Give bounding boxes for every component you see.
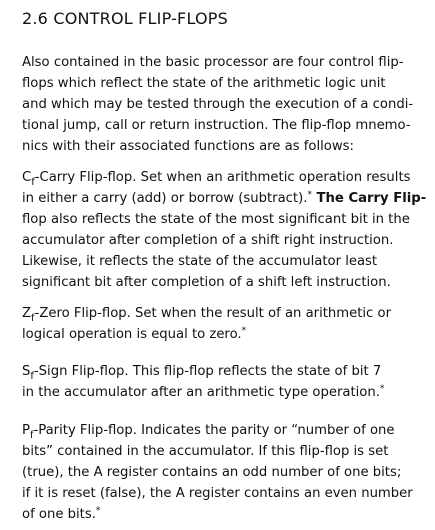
carry-line: significant bit after completion of a shift left instruction.	[22, 275, 391, 290]
carry-line	[22, 188, 426, 209]
section-heading: 2.6 CONTROL FLIP-FLOPS	[22, 9, 229, 28]
parity-line	[22, 420, 426, 441]
carry-symbol: C	[22, 170, 32, 185]
carry-line: accumulator after completion of a shift right instruction.	[22, 233, 394, 248]
parity-line: bits” contained in the accumulator. If this flip-flop is set	[22, 444, 389, 459]
parity-flipflop-paragraph	[22, 420, 426, 525]
sign-description: -Sign Flip-flop. This flip-flop reflects the state of bit 7	[33, 364, 382, 379]
parity-description: -Parity Flip-flop. Indicates the parity or “number of one	[33, 423, 395, 438]
sign-line	[22, 382, 426, 403]
footnote-asterisk: *	[241, 326, 247, 336]
intro-line: flops which reflect the state of the arithmetic logic unit	[22, 76, 386, 91]
zero-text: logical operation is equal to zero.	[22, 327, 242, 342]
parity-subscript: f	[29, 430, 34, 441]
carry-line: flop also reflects the state of the most significant bit in the	[22, 212, 410, 227]
sign-text: in the accumulator after an arithmetic type operation.	[22, 385, 380, 400]
zero-line	[22, 303, 426, 324]
sign-line	[22, 361, 426, 382]
sign-subscript: f	[30, 371, 34, 382]
sign-symbol: S	[22, 364, 31, 379]
zero-subscript: f	[31, 313, 35, 324]
intro-paragraph	[22, 52, 426, 157]
carry-text-bold: The Carry Flip-	[311, 191, 427, 206]
zero-description: -Zero Flip-flop. Set when the result of an arithmetic or	[34, 306, 391, 321]
carry-line: Likewise, it reflects the state of the accumulator least	[22, 254, 378, 269]
parity-line	[22, 504, 426, 525]
carry-text: in either a carry (add) or borrow (subtract).	[22, 191, 308, 206]
carry-description: -Carry Flip-flop. Set when an arithmetic operation results	[34, 170, 411, 185]
intro-line: tional jump, call or return instruction. The flip-flop mnemo-	[22, 118, 411, 133]
zero-symbol: Z	[22, 306, 32, 321]
zero-flipflop-paragraph	[22, 303, 426, 345]
parity-symbol: P	[22, 423, 30, 438]
sign-flipflop-paragraph	[22, 361, 426, 403]
footnote-asterisk: *	[307, 190, 312, 200]
parity-line: if it is reset (false), the A register contains an even number	[22, 486, 413, 501]
intro-line: and which may be tested through the execution of a condi-	[22, 97, 414, 112]
footnote-asterisk: *	[379, 384, 385, 394]
carry-subscript: f	[31, 177, 35, 188]
carry-flipflop-paragraph	[22, 167, 426, 293]
carry-line	[22, 167, 426, 188]
intro-line: Also contained in the basic processor are four control flip-	[22, 55, 404, 70]
footnote-asterisk: *	[95, 506, 101, 516]
intro-line: nics with their associated functions are as follows:	[22, 139, 354, 154]
parity-line: (true), the A register contains an odd number of one bits;	[22, 465, 402, 480]
zero-line	[22, 324, 426, 345]
parity-text: of one bits.	[22, 507, 96, 522]
